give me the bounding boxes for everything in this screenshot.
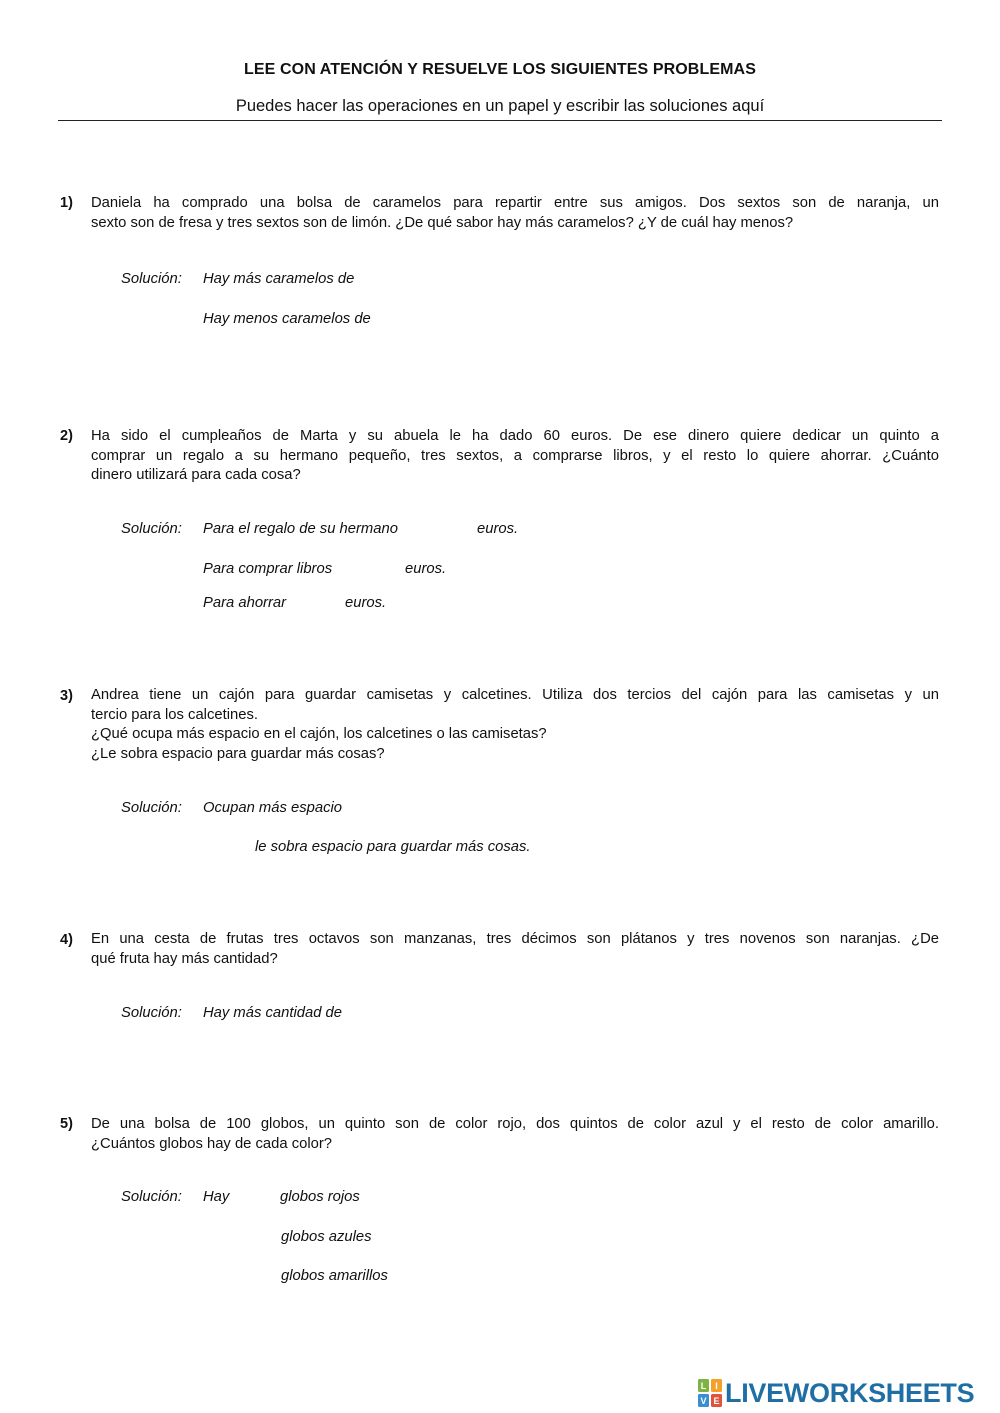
unit-text: euros. xyxy=(405,561,447,577)
problem-text-line: En una cesta de frutas tres octavos son manzanas, tres décimos son plátanos y tres novenos son naranjas. ¿De xyxy=(91,931,939,947)
answer-field-4a[interactable] xyxy=(366,1003,546,1023)
problem-3-text xyxy=(91,686,939,764)
answer-field-3b[interactable] xyxy=(203,837,251,857)
logo-letter: I xyxy=(715,1381,718,1391)
answer-field-2b[interactable] xyxy=(354,559,402,579)
logo-letter: V xyxy=(700,1396,707,1406)
problem-text-line: sexto son de fresa y tres sextos son de limón. ¿De qué sabor hay más caramelos? ¿Y de cuál hay menos? xyxy=(91,214,794,231)
problem-5-text xyxy=(91,1115,939,1154)
problem-2-number: 2) xyxy=(60,428,73,444)
answer-field-5c[interactable] xyxy=(236,1266,276,1286)
liveworksheets-logo xyxy=(698,1378,974,1408)
problem-text-line: De una bolsa de 100 globos, un quinto son de color rojo, dos quintos de color azul y el resto de color amarillo. xyxy=(91,1116,939,1132)
problem-text-line: Daniela ha comprado una bolsa de caramelos para repartir entre sus amigos. Dos sextos son de naranja, un xyxy=(91,195,939,211)
problem-4-text xyxy=(91,930,939,969)
page-title: LEE CON ATENCIÓN Y RESUELVE LOS SIGUIENTES PROBLEMAS xyxy=(244,61,756,78)
answer-text: Hay más cantidad de xyxy=(203,1005,343,1021)
answer-text: globos amarillos xyxy=(281,1268,388,1284)
unit-text: euros. xyxy=(345,595,387,611)
answer-text: Hay xyxy=(203,1189,230,1205)
logo-letter: L xyxy=(700,1381,707,1391)
solution-label: Solución: xyxy=(121,800,182,816)
answer-field-3a[interactable] xyxy=(366,798,546,818)
solution-label: Solución: xyxy=(121,1005,182,1021)
answer-text: Para comprar libros xyxy=(203,561,333,577)
answer-field-2c[interactable] xyxy=(300,593,342,613)
problem-1-text xyxy=(91,194,939,233)
problem-text-line: dinero utilizará para cada cosa? xyxy=(91,467,301,484)
answer-text: Para el regalo de su hermano xyxy=(203,521,398,537)
answer-text: Hay más caramelos de xyxy=(203,271,355,287)
unit-text: euros. xyxy=(477,521,519,537)
problem-1-number: 1) xyxy=(60,195,73,211)
header-divider xyxy=(58,120,942,121)
answer-field-5a[interactable] xyxy=(236,1187,276,1207)
answer-text: Para ahorrar xyxy=(203,595,287,611)
answer-text: le sobra espacio para guardar más cosas. xyxy=(255,839,531,855)
problem-text-line: Andrea tiene un cajón para guardar camisetas y calcetines. Utiliza dos tercios del cajón para las camisetas y un xyxy=(91,687,939,703)
answer-field-5b[interactable] xyxy=(236,1227,276,1247)
problem-5-number: 5) xyxy=(60,1116,73,1132)
solution-label: Solución: xyxy=(121,271,182,287)
logo-letter: E xyxy=(713,1396,720,1406)
problem-3-number: 3) xyxy=(60,688,73,704)
problem-2-text xyxy=(91,427,939,486)
answer-text: globos rojos xyxy=(280,1189,360,1205)
problem-text-line: ¿Le sobra espacio para guardar más cosas? xyxy=(91,745,385,762)
solution-label: Solución: xyxy=(121,1189,182,1205)
brand-name: LIVEWORKSHEETS xyxy=(725,1377,975,1408)
problem-4-number: 4) xyxy=(60,932,73,948)
problem-text-line: Ha sido el cumpleaños de Marta y su abuela le ha dado 60 euros. De ese dinero quiere dedicar un quinto a xyxy=(91,428,939,444)
problem-text-line: qué fruta hay más cantidad? xyxy=(91,950,278,967)
solution-label: Solución: xyxy=(121,521,182,537)
answer-text: Ocupan más espacio xyxy=(203,800,343,816)
answer-text: globos azules xyxy=(281,1229,372,1245)
logo-blocks-icon xyxy=(698,1379,722,1407)
answer-field-1a[interactable] xyxy=(382,269,542,289)
answer-text: Hay menos caramelos de xyxy=(203,311,371,327)
page-subtitle: Puedes hacer las operaciones en un papel y escribir las soluciones aquí xyxy=(235,97,765,115)
problem-text-line: tercio para los calcetines. xyxy=(91,706,258,723)
problem-text-line: ¿Cuántos globos hay de cada color? xyxy=(91,1135,333,1152)
answer-field-2a[interactable] xyxy=(428,519,474,539)
problem-text-line: comprar un regalo a su hermano pequeño, tres sextos, a comprarse libros, y el resto lo quiere ahorrar. ¿Cuánto xyxy=(91,447,939,464)
answer-field-1b[interactable] xyxy=(400,309,560,329)
problem-text-line: ¿Qué ocupa más espacio en el cajón, los calcetines o las camisetas? xyxy=(91,726,547,743)
